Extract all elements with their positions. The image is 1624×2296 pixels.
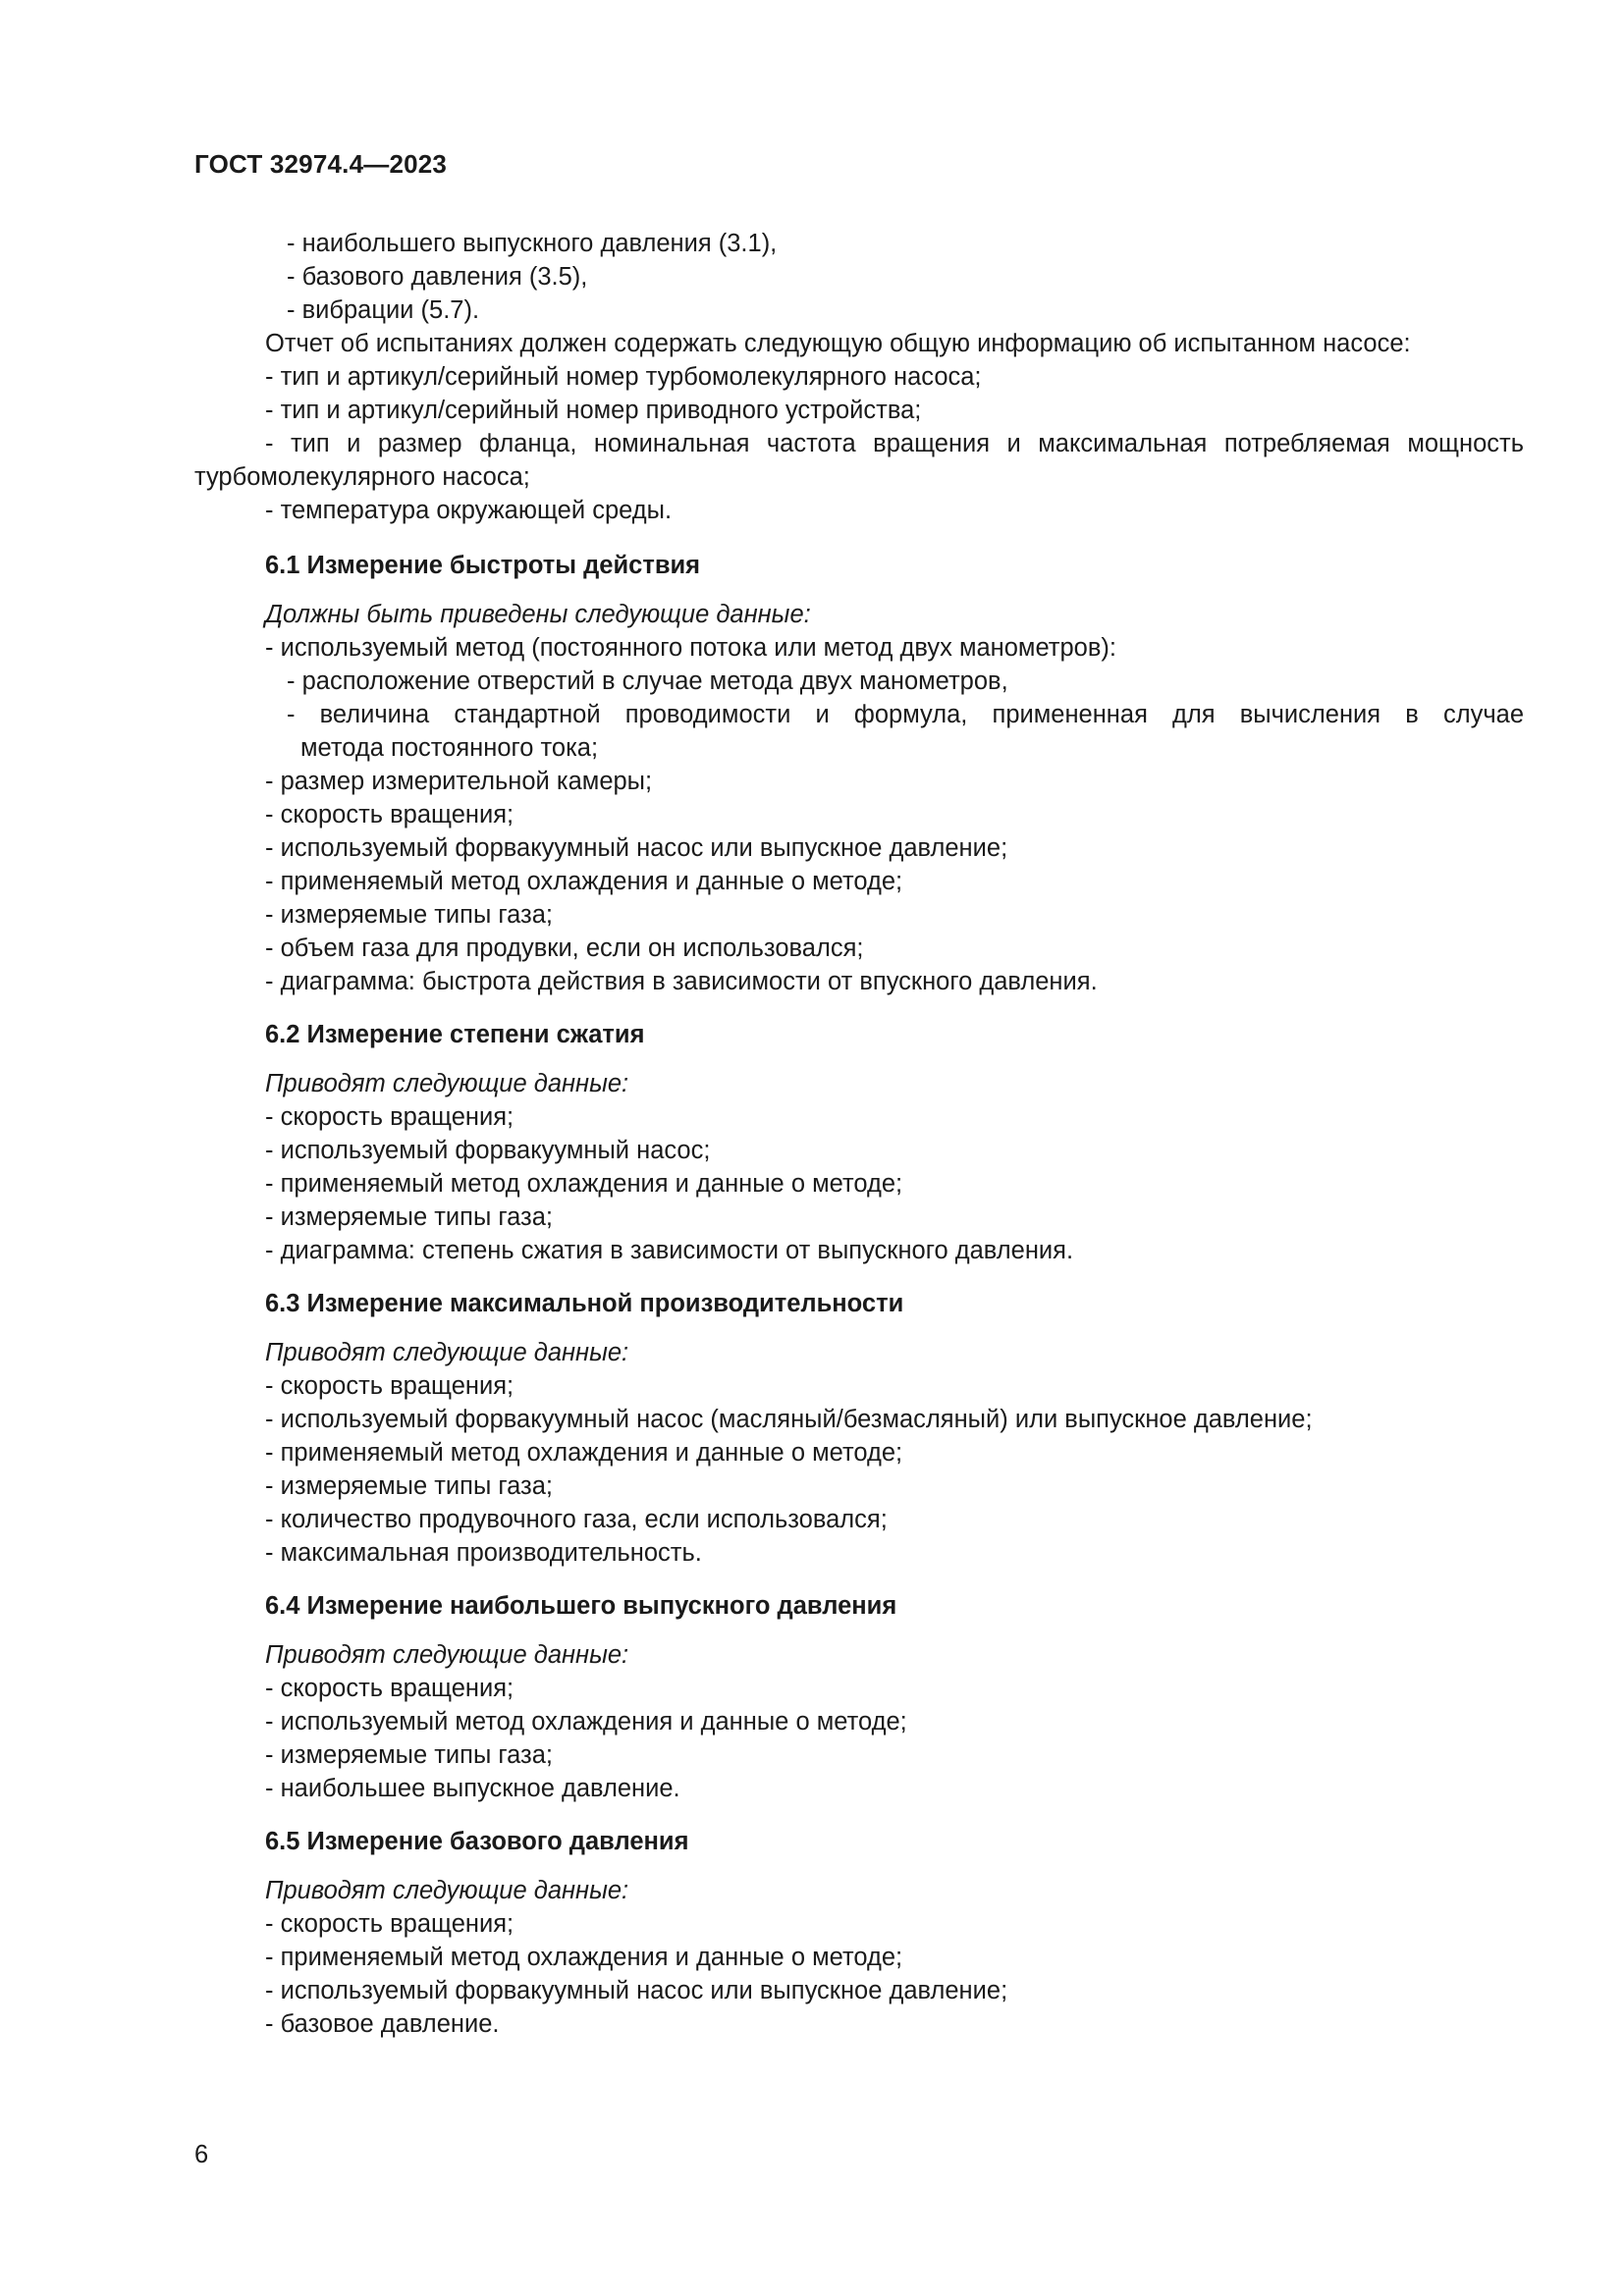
document-header: ГОСТ 32974.4—2023: [194, 149, 448, 179]
list-item: - применяемый метод охлаждения и данные о методе;: [265, 1439, 903, 1467]
list-item: - диаграмма: степень сжатия в зависимости от выпускного давления.: [265, 1237, 1074, 1264]
list-item: - скорость вращения;: [265, 801, 514, 828]
list-item: - размер измерительной камеры;: [265, 768, 653, 795]
section-heading: 6.2 Измерение степени сжатия: [265, 1021, 645, 1048]
list-item: - используемый форвакуумный насос или выпускное давление;: [265, 1977, 1008, 2004]
list-item: - наибольшее выпускное давление.: [265, 1775, 680, 1802]
list-item: - тип и артикул/серийный номер турбомолекулярного насоса;: [265, 363, 982, 391]
list-item: - используемый форвакуумный насос;: [265, 1137, 711, 1164]
list-item: - используемый метод охлаждения и данные о методе;: [265, 1708, 907, 1735]
list-item: - применяемый метод охлаждения и данные о методе;: [265, 1944, 903, 1971]
section-lead: Приводят следующие данные:: [265, 1070, 629, 1097]
list-item: - количество продувочного газа, если использовался;: [265, 1506, 888, 1533]
section-lead: Приводят следующие данные:: [265, 1877, 629, 1904]
list-item: - расположение отверстий в случае метода двух манометров,: [287, 667, 1008, 695]
list-item: - используемый форвакуумный насос или выпускное давление;: [265, 834, 1008, 862]
list-item: - скорость вращения;: [265, 1675, 514, 1702]
list-item-continuation: турбомолекулярного насоса;: [194, 463, 530, 491]
list-item: - используемый метод (постоянного потока или метод двух манометров):: [265, 634, 1116, 662]
list-item: - скорость вращения;: [265, 1910, 514, 1938]
list-item: - величина стандартной проводимости и формула, примененная для вычисления в случае: [287, 701, 1524, 728]
section-lead: Приводят следующие данные:: [265, 1339, 629, 1366]
list-item: - температура окружающей среды.: [265, 497, 673, 524]
section-heading: 6.4 Измерение наибольшего выпускного давления: [265, 1592, 897, 1620]
section-heading: 6.3 Измерение максимальной производительности: [265, 1290, 904, 1317]
list-item: - применяемый метод охлаждения и данные о методе;: [265, 868, 903, 895]
section-lead: Должны быть приведены следующие данные:: [265, 601, 811, 628]
list-item: - тип и размер фланца, номинальная частота вращения и максимальная потребляемая мощность: [265, 430, 1524, 457]
list-item: - измеряемые типы газа;: [265, 901, 553, 929]
paragraph: Отчет об испытаниях должен содержать следующую общую информацию об испытанном насосе:: [265, 330, 1411, 357]
list-item: - измеряемые типы газа;: [265, 1203, 553, 1231]
list-item: - применяемый метод охлаждения и данные о методе;: [265, 1170, 903, 1198]
list-item: - диаграмма: быстрота действия в зависимости от впускного давления.: [265, 968, 1098, 995]
list-item: - базового давления (3.5),: [287, 263, 588, 291]
list-item: - используемый форвакуумный насос (масляный/безмасляный) или выпускное давление;: [265, 1406, 1313, 1433]
section-lead: Приводят следующие данные:: [265, 1641, 629, 1669]
list-item: - измеряемые типы газа;: [265, 1472, 553, 1500]
list-item: - максимальная производительность.: [265, 1539, 702, 1567]
page-number: 6: [194, 2141, 209, 2168]
list-item: - скорость вращения;: [265, 1103, 514, 1131]
section-heading: 6.1 Измерение быстроты действия: [265, 552, 701, 579]
list-item: - объем газа для продувки, если он использовался;: [265, 934, 864, 962]
list-item: - тип и артикул/серийный номер приводного устройства;: [265, 397, 922, 424]
list-item: - вибрации (5.7).: [287, 296, 480, 324]
list-item: - базовое давление.: [265, 2010, 500, 2038]
list-item-continuation: метода постоянного тока;: [300, 734, 599, 762]
list-item: - скорость вращения;: [265, 1372, 514, 1400]
list-item: - измеряемые типы газа;: [265, 1741, 553, 1769]
list-item: - наибольшего выпускного давления (3.1),: [287, 230, 778, 257]
section-heading: 6.5 Измерение базового давления: [265, 1828, 689, 1855]
